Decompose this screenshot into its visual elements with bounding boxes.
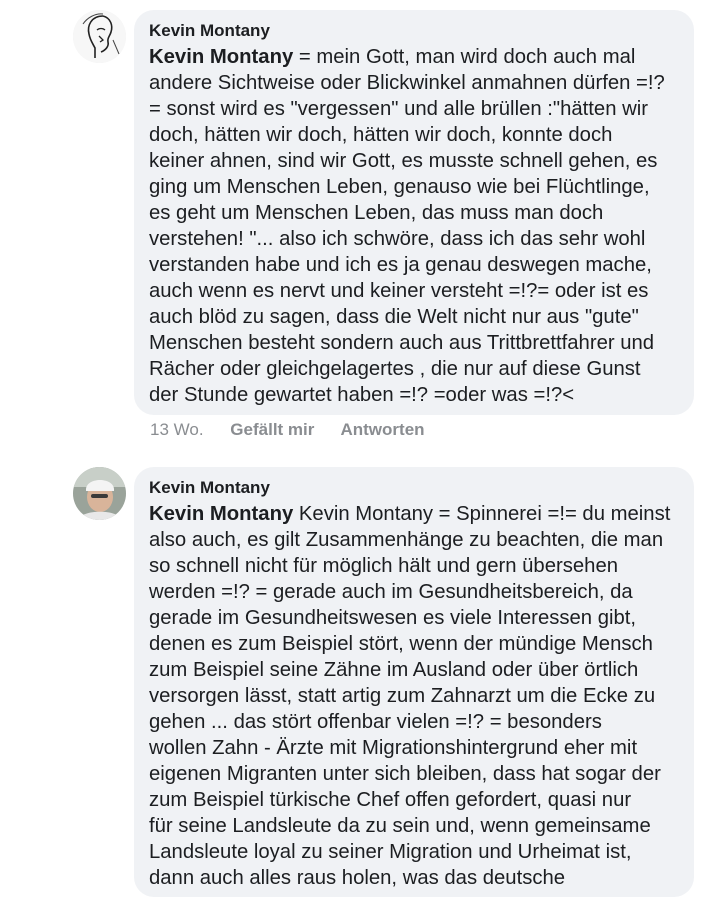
- comment-body: = mein Gott, man wird doch auch mal andere Sichtweise oder Blickwinkel anmahnen dürfen =!? = sonst wird es "vergessen" und alle brüllen :"hätten wir doch, hätten wir doch, hätten wir doch, konnte doch keiner ahnen, sind wir Gott, es musste schnell gehen, es ging um Menschen Leben, genauso wie bei Flüchtlinge, es geht um Menschen Leben, das muss man doch verstehen! "... also ich schwöre, dass ich das sehr wohl verstanden habe und ich es ja genau deswegen mache, auch wenn es nervt und keiner versteht =!?= oder ist es auch blöd zu sagen, dass die Welt nicht nur aus "gute" Menschen besteht sondern auch aus Trittbrettfahrer und Rächer oder gleichgelagertes , die nur auf diese Gunst der Stunde gewartet haben =!? =oder was =!?<: [149, 46, 665, 406]
- comment-bubble: [134, 467, 694, 897]
- comment-actions: [150, 420, 447, 440]
- comment-text: [149, 501, 682, 891]
- comment-text: [149, 44, 682, 408]
- comment-author[interactable]: Kevin Montany: [149, 21, 270, 40]
- mention-link[interactable]: Kevin Montany: [149, 503, 294, 525]
- avatar[interactable]: [73, 10, 126, 63]
- mention-link[interactable]: Kevin Montany: [149, 46, 294, 68]
- avatar[interactable]: [73, 467, 126, 520]
- comment-author[interactable]: Kevin Montany: [149, 478, 270, 497]
- reply-button[interactable]: Antworten: [340, 420, 425, 439]
- like-button[interactable]: Gefällt mir: [230, 420, 315, 439]
- profile-photo-icon: [73, 467, 126, 520]
- comment-bubble: [134, 10, 694, 415]
- sketch-face-avatar-icon: [73, 10, 126, 63]
- comment-timestamp[interactable]: 13 Wo.: [150, 420, 204, 439]
- comment-body: Kevin Montany = Spinnerei =!= du meinst also auch, es gilt Zusammenhänge zu beachten, die man so schnell nicht für möglich hält und gern übersehen werden =!? = gerade auch im Gesundheitsbereich, da gerade im Gesundheitswesen es viele Interessen gibt, denen es zum Beispiel stört, wenn der mündige Mensch zum Beispiel seine Zähne im Ausland oder über örtlich versorgen lässt, statt artig zum Zahnarzt um die Ecke zu gehen ... das stört offenbar vielen =!? = besonders wollen Zahn - Ärzte mit Migrationshintergrund eher mit eigenen Migranten unter sich bleiben, dass hat sogar der zum Beispiel türkische Chef offen gefordert, quasi nur für seine Landsleute da zu sein und, wenn gemeinsame Landsleute loyal zu seiner Migration und Urheimat ist, dann auch alles raus holen, was das deutsche: [149, 503, 671, 889]
